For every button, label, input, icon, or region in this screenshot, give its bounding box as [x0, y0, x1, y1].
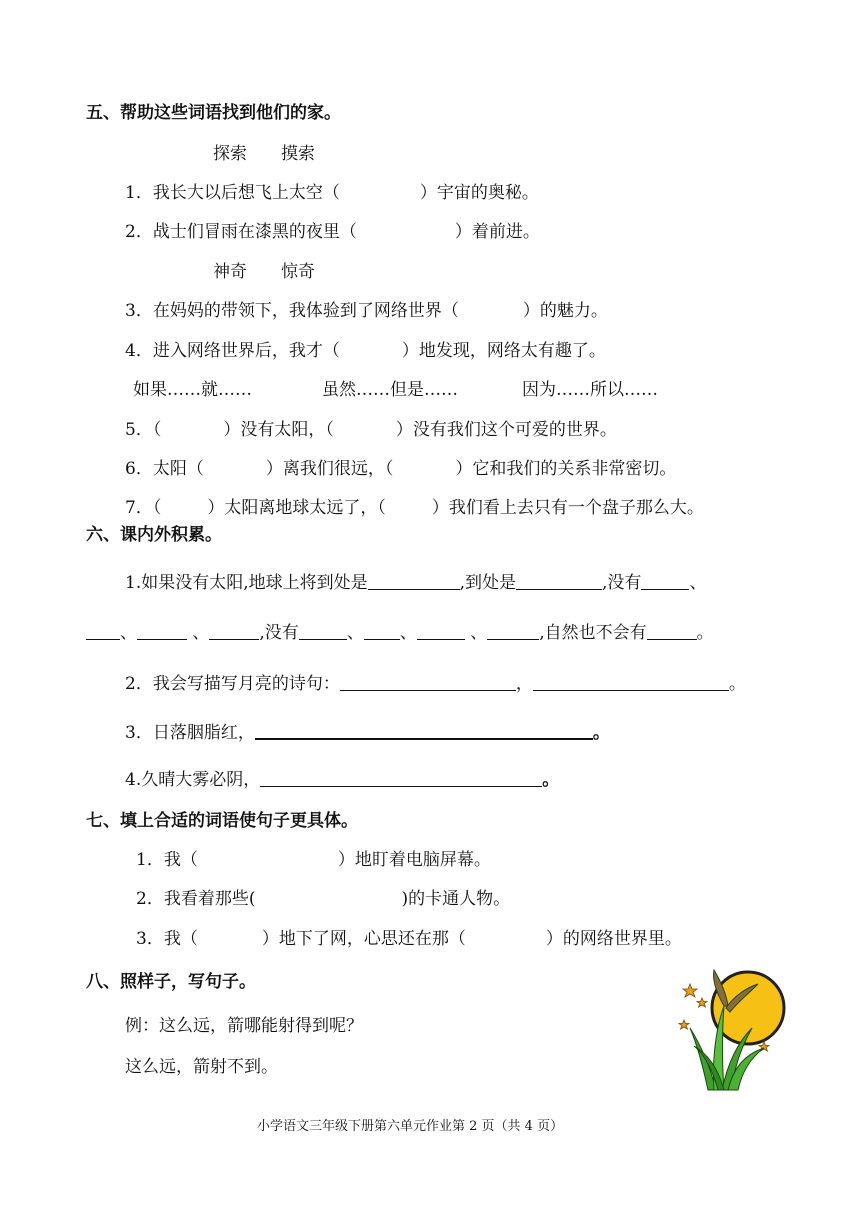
answer-blank[interactable] — [364, 622, 400, 640]
question-6-1-line-1: 1.如果没有太阳,地球上将到处是 ,到处是 ,没有 、 — [125, 573, 707, 593]
section-6-title: 六、课内外积累。 — [86, 525, 222, 545]
moon-grass-illustration — [672, 962, 790, 1094]
section-5-title: 五、帮助这些词语找到他们的家。 — [86, 103, 341, 123]
answer-blank[interactable] — [209, 622, 259, 640]
question-5-7: 7．（ ）太阳离地球太远了，（ ）我们看上去只有一个盘子那么大。 — [125, 498, 704, 518]
answer-blank[interactable] — [516, 572, 602, 590]
word-pair-1: 探索 摸索 — [213, 144, 315, 164]
question-7-3: 3．我（ ）地下了网，心思还在那（ ）的网络世界里。 — [136, 929, 682, 949]
question-5-1: 1．我长大以后想飞上太空（ ）宇宙的奥秘。 — [125, 183, 539, 203]
example-answer: 这么远，箭射不到。 — [125, 1057, 278, 1077]
question-6-2: 2．我会写描写月亮的诗句： ， 。 — [125, 674, 746, 694]
conjunction-3: 因为……所以…… — [522, 380, 658, 400]
question-6-3: 3．日落胭脂红， 。 — [125, 723, 610, 743]
question-6-1-line-2: 、 、 ,没有 、 、 、 ,自然也不会有 。 — [86, 622, 714, 644]
section-8-title: 八、照样子，写句子。 — [86, 972, 256, 992]
answer-blank[interactable] — [255, 721, 593, 740]
question-7-2: 2．我看着那些( )的卡通人物。 — [136, 889, 511, 909]
answer-blank[interactable] — [368, 572, 460, 590]
answer-blank[interactable] — [647, 622, 697, 640]
answer-blank[interactable] — [533, 673, 729, 691]
conjunction-2: 虽然……但是…… — [322, 380, 458, 400]
conjunction-1: 如果……就…… — [133, 380, 252, 400]
word-pair-2: 神奇 惊奇 — [213, 262, 315, 282]
question-5-3: 3．在妈妈的带领下，我体验到了网络世界（ ）的魅力。 — [125, 301, 608, 321]
example-sentence: 例：这么远，箭哪能射得到呢？ — [125, 1016, 363, 1036]
answer-blank[interactable] — [641, 572, 689, 590]
answer-blank[interactable] — [86, 622, 120, 640]
page-footer: 小学语文三年级下册第六单元作业第 2 页（共 4 页） — [257, 1119, 564, 1134]
question-5-6: 6．太阳（ ）离我们很远，（ ）它和我们的关系非常密切。 — [125, 459, 677, 479]
answer-blank[interactable] — [137, 622, 187, 640]
question-5-4: 4．进入网络世界后，我才（ ）地发现，网络太有趣了。 — [125, 341, 606, 361]
section-7-title: 七、填上合适的词语使句子更具体。 — [86, 811, 358, 831]
answer-blank[interactable] — [417, 622, 465, 640]
answer-blank[interactable] — [299, 622, 347, 640]
answer-blank[interactable] — [487, 622, 539, 640]
question-5-5: 5．（ ）没有太阳，（ ）没有我们这个可爱的世界。 — [125, 420, 617, 440]
answer-blank[interactable] — [340, 673, 516, 691]
answer-blank[interactable] — [260, 769, 542, 787]
question-6-4: 4.久晴大雾必阴， 。 — [125, 770, 560, 790]
question-5-2: 2．战士们冒雨在漆黑的夜里（ ）着前进。 — [125, 222, 540, 242]
question-7-1: 1．我（ ）地盯着电脑屏幕。 — [136, 850, 491, 870]
